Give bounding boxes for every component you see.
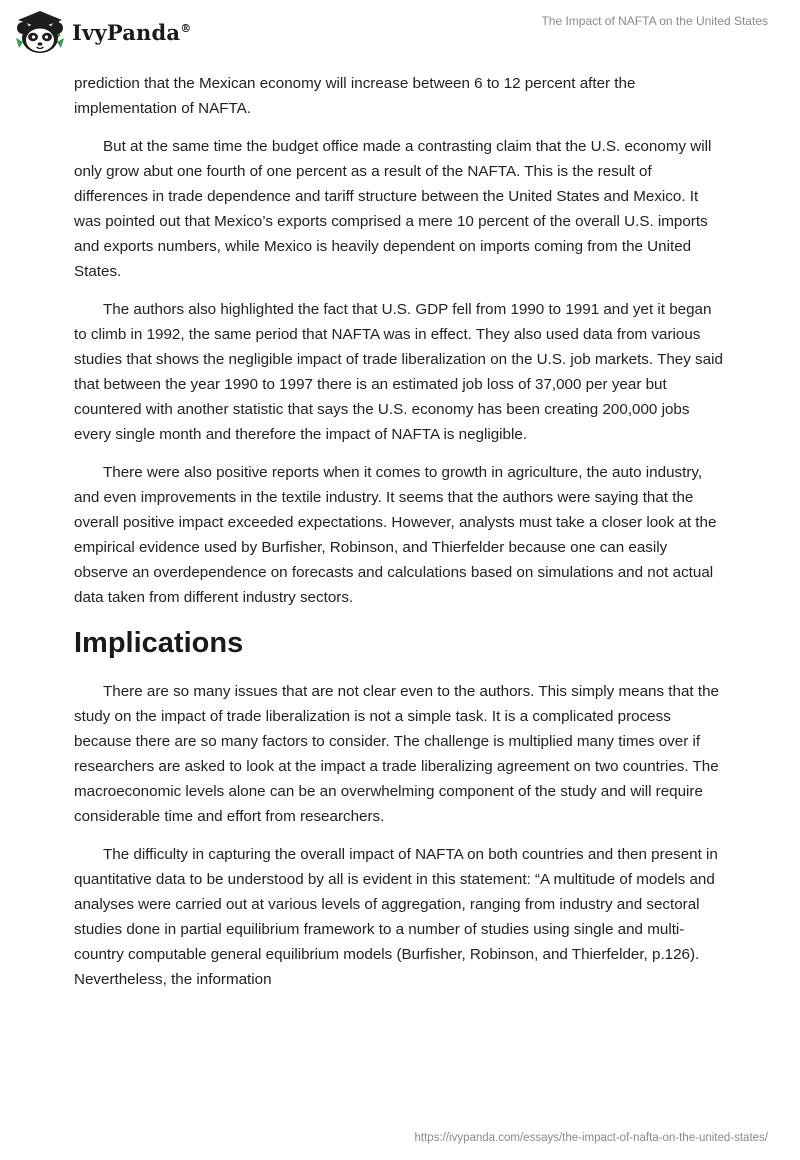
- page-header: [0, 0, 800, 70]
- brand-name: IvyPanda®: [72, 19, 192, 45]
- essay-content: [74, 71, 724, 1005]
- paragraph: There are so many issues that are not clear even to the authors. This simply means that the study on the impact of trade liberalization is not a simple task. It is a complicated process because there are so many factors to consider. The challenge is multiplied many times over if researchers are asked to look at the impact a trade liberalizing agreement on two countries. The macroeconomic levels alone can be an overwhelming component of the study and will require considerable time and effort from researchers.: [74, 683, 719, 825]
- document-title: The Impact of NAFTA on the United States: [541, 14, 768, 28]
- paragraph: The authors also highlighted the fact that U.S. GDP fell from 1990 to 1991 and yet it began to climb in 1992, the same period that NAFTA was in effect. They also used data from various studies that shows the negligible impact of trade liberalization on the U.S. job markets. They said that between the year 1990 to 1997 there is an estimated job loss of 37,000 per year but countered with another statistic that says the U.S. economy has been creating 200,000 jobs every single month and therefore the impact of NAFTA is negligible.: [74, 301, 723, 443]
- paragraph: prediction that the Mexican economy will increase between 6 to 12 percent after the implementation of NAFTA.: [74, 75, 636, 117]
- section-heading: Implications: [74, 627, 244, 659]
- paragraph: The difficulty in capturing the overall impact of NAFTA on both countries and then present in quantitative data to be understood by all is evident in this statement: “A multitude of models and analyses were carried out at various levels of aggregation, ranging from industry and sectoral studies done in partial equilibrium framework to a number of studies using single and multi-country computable general equilibrium models (Burfisher, Robinson, and Thierfelder, p.126). Nevertheless, the information: [74, 846, 718, 988]
- paragraph: There were also positive reports when it comes to growth in agriculture, the auto industry, and even improvements in the textile industry. It seems that the authors were saying that the overall positive impact exceeded expectations. However, analysts must take a closer look at the empirical evidence used by Burfisher, Robinson, and Thierfelder because one can easily observe an overdependence on forecasts and calculations based on simulations and not actual data taken from different industry sectors.: [74, 464, 717, 606]
- paragraph: But at the same time the budget office made a contrasting claim that the U.S. economy will only grow abut one fourth of one percent as a result of the NAFTA. This is the result of differences in trade dependence and tariff structure between the United States and Mexico. It was pointed out that Mexico’s exports comprised a mere 10 percent of the overall U.S. imports and exports numbers, while Mexico is heavily dependent on imports coming from the United States.: [74, 138, 712, 280]
- source-url[interactable]: https://ivypanda.com/essays/the-impact-of-nafta-on-the-united-states/: [414, 1132, 768, 1144]
- ivypanda-logo[interactable]: [14, 8, 191, 56]
- panda-graduate-icon: [14, 8, 68, 56]
